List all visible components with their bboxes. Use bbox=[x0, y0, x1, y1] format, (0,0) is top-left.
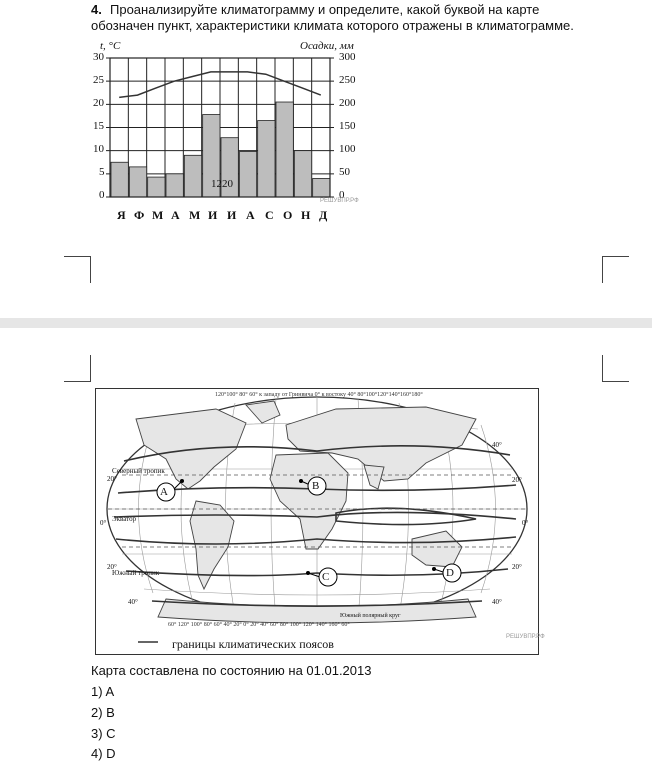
lat-label-right: 20° bbox=[512, 476, 522, 484]
precip-bar bbox=[239, 152, 256, 197]
answer-option-3[interactable]: 3) C bbox=[91, 726, 116, 741]
lat-label-left: 0° bbox=[100, 519, 107, 527]
australia bbox=[412, 531, 462, 567]
right-tick: 150 bbox=[339, 120, 356, 132]
map-caption: Карта составлена по состоянию на 01.01.2013 bbox=[91, 663, 372, 678]
left-tick: 30 bbox=[93, 51, 104, 63]
right-tick: 100 bbox=[339, 143, 356, 155]
map-label-south-tropic: Южный тропик bbox=[112, 569, 160, 577]
lat-label-left: 20° bbox=[107, 475, 117, 483]
answer-option-1[interactable]: 1) A bbox=[91, 684, 115, 699]
right-tick: 200 bbox=[339, 97, 356, 109]
right-tick: 50 bbox=[339, 166, 350, 178]
left-tick: 15 bbox=[93, 120, 104, 132]
india bbox=[364, 465, 384, 489]
page-separator bbox=[0, 318, 652, 328]
climate-map bbox=[95, 388, 539, 655]
greenland bbox=[246, 401, 280, 423]
lat-label-right: 40° bbox=[492, 441, 502, 449]
lat-label-right: 0° bbox=[522, 519, 529, 527]
map-svg bbox=[96, 389, 538, 654]
crop-mark bbox=[602, 355, 629, 382]
right-tick: 250 bbox=[339, 74, 356, 86]
crop-mark bbox=[64, 256, 91, 283]
right-tick: 300 bbox=[339, 51, 356, 63]
lat-label-right: 40° bbox=[492, 598, 502, 606]
left-tick: 10 bbox=[93, 143, 104, 155]
month-label: И bbox=[227, 208, 237, 222]
point-a-dot bbox=[180, 479, 184, 483]
precip-bar bbox=[294, 151, 311, 197]
month-label: Д bbox=[319, 208, 328, 222]
point-c-label: C bbox=[322, 571, 330, 583]
right-tick: 0 bbox=[339, 189, 345, 201]
month-label: С bbox=[265, 208, 274, 222]
temp-axis-label: t, °C bbox=[100, 40, 121, 52]
month-label: И bbox=[208, 208, 218, 222]
point-c-dot bbox=[306, 571, 310, 575]
left-tick: 5 bbox=[99, 166, 105, 178]
crop-mark bbox=[64, 355, 91, 382]
question-line-2: обозначен пункт, характеристики климата которого отражены в климатограмме. bbox=[91, 18, 574, 33]
precip-axis-label: Осадки, мм bbox=[300, 40, 354, 52]
month-label: А bbox=[171, 208, 180, 222]
month-label: М bbox=[152, 208, 164, 222]
point-b-dot bbox=[299, 479, 303, 483]
precip-bar bbox=[148, 177, 165, 197]
crop-mark bbox=[602, 256, 629, 283]
map-label-north-tropic: Северный тропик bbox=[112, 467, 165, 475]
map-bottom-scale: 60° 120° 100° 80° 60° 40° 20° 0° 20° 40° 60° 80° 100° 120° 140° 160° 60° bbox=[168, 622, 350, 628]
answer-option-4[interactable]: 4) D bbox=[91, 746, 116, 761]
precip-bar bbox=[184, 155, 201, 197]
month-label: Ф bbox=[134, 208, 145, 222]
map-label-equator: Экватор bbox=[112, 515, 137, 523]
month-label: О bbox=[283, 208, 293, 222]
africa bbox=[270, 453, 348, 549]
question-line-1: Проанализируйте климатограмму и определите, какой буквой на карте bbox=[110, 2, 540, 17]
map-watermark: РЕШУВПР.РФ bbox=[506, 634, 545, 640]
lat-label-right: 20° bbox=[512, 563, 522, 571]
question-number: 4. bbox=[91, 2, 102, 17]
month-label: М bbox=[189, 208, 201, 222]
month-label: А bbox=[246, 208, 255, 222]
map-top-scale: 120°100° 80° 60° к западу от Гринвича 0° к востоку 40° 80°100°120°140°160°180° bbox=[215, 392, 423, 398]
precip-bar bbox=[258, 121, 275, 197]
lat-label-left: 20° bbox=[107, 563, 117, 571]
point-d-label: D bbox=[446, 567, 454, 579]
left-tick: 25 bbox=[93, 74, 104, 86]
precip-bar bbox=[313, 178, 330, 197]
precip-bar bbox=[129, 167, 146, 197]
precip-bar bbox=[166, 174, 183, 197]
month-label: Я bbox=[117, 208, 126, 222]
point-a-label: A bbox=[160, 486, 168, 498]
map-label-south-polar: Южный полярный круг bbox=[340, 613, 401, 619]
month-label: Н bbox=[301, 208, 311, 222]
precip-bar bbox=[111, 162, 128, 197]
precip-bar bbox=[276, 102, 293, 197]
answer-option-2[interactable]: 2) B bbox=[91, 705, 115, 720]
climatogram-chart bbox=[0, 0, 652, 230]
annual-precip-label: 1220 bbox=[211, 178, 233, 190]
left-tick: 20 bbox=[93, 97, 104, 109]
lat-label-left: 40° bbox=[128, 598, 138, 606]
point-d-dot bbox=[432, 567, 436, 571]
chart-watermark: РЕШУВПР.РФ bbox=[320, 198, 359, 204]
continents bbox=[136, 401, 476, 623]
point-b-label: B bbox=[312, 480, 320, 492]
map-legend-text: границы климатических поясов bbox=[172, 637, 334, 651]
left-tick: 0 bbox=[99, 189, 105, 201]
